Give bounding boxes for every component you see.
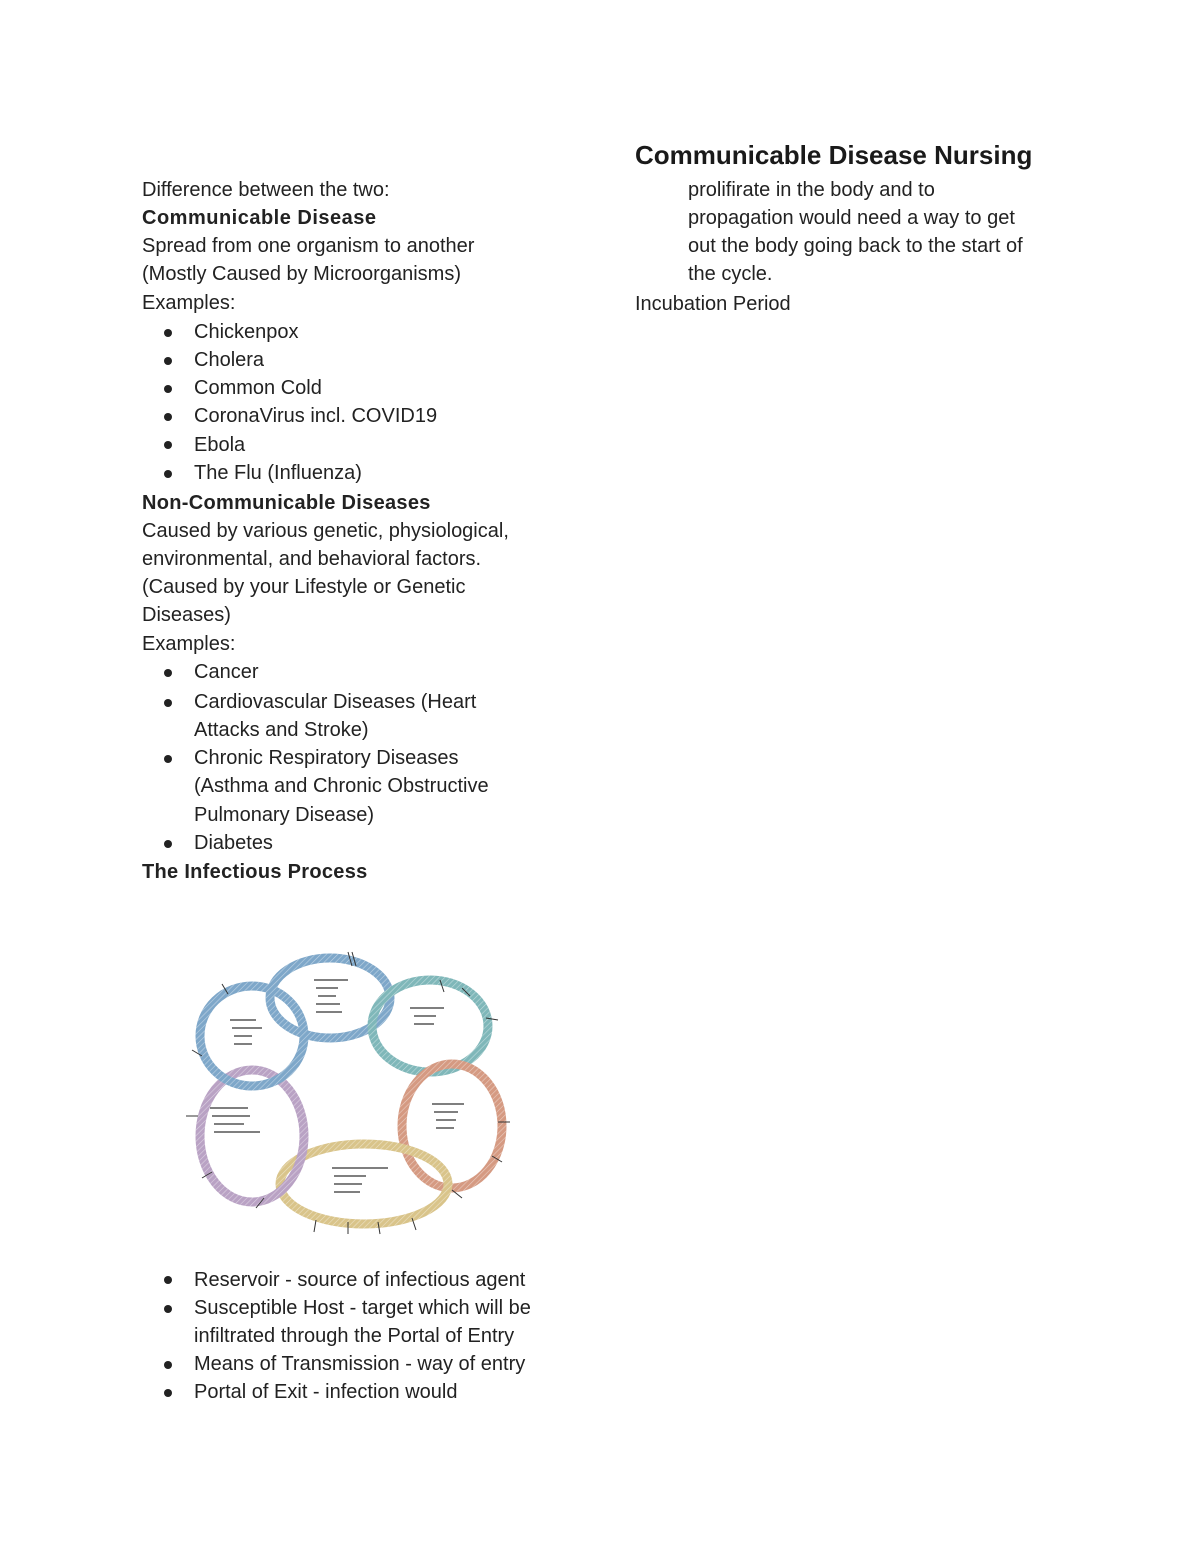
noncommunicable-desc-2: environmental, and behavioral factors. bbox=[142, 548, 482, 570]
continuation-line-1: prolifirate in the body and to bbox=[688, 179, 935, 201]
bullet-icon bbox=[164, 755, 172, 763]
communicable-desc-2: (Mostly Caused by Microorganisms) bbox=[142, 263, 461, 285]
bullet-icon bbox=[164, 385, 172, 393]
bullet-icon bbox=[164, 357, 172, 365]
chain-of-infection-diagram bbox=[152, 936, 560, 1258]
continuation-line-4: the cycle. bbox=[688, 263, 773, 285]
noncommunicable-examples-label: Examples: bbox=[142, 633, 236, 655]
continuation-line-3: out the body going back to the start of bbox=[688, 235, 1023, 257]
bullet-icon bbox=[164, 669, 172, 677]
bullet-icon bbox=[164, 441, 172, 449]
noncommunicable-desc-4: Diseases) bbox=[142, 604, 231, 626]
bullet-icon bbox=[164, 1305, 172, 1313]
bullet-icon bbox=[164, 1276, 172, 1284]
portal-of-exit-ring bbox=[402, 1064, 502, 1188]
infectious-process-heading: The Infectious Process bbox=[142, 861, 368, 883]
continuation-line-2: propagation would need a way to get bbox=[688, 207, 1015, 229]
noncommunicable-heading: Non-Communicable Diseases bbox=[142, 492, 431, 514]
bullet-icon bbox=[164, 1361, 172, 1369]
communicable-heading: Communicable Disease bbox=[142, 207, 377, 229]
reservoir-ring bbox=[372, 980, 488, 1072]
communicable-desc-1: Spread from one organism to another bbox=[142, 235, 475, 257]
noncommunicable-desc-1: Caused by various genetic, physiological, bbox=[142, 520, 509, 542]
bullet-icon bbox=[164, 470, 172, 478]
bullet-icon bbox=[164, 699, 172, 707]
noncommunicable-desc-3: (Caused by your Lifestyle or Genetic bbox=[142, 576, 466, 598]
bullet-icon bbox=[164, 1389, 172, 1397]
bullet-icon bbox=[164, 840, 172, 848]
bullet-icon bbox=[164, 413, 172, 421]
bullet-icon bbox=[164, 329, 172, 337]
communicable-examples-label: Examples: bbox=[142, 292, 236, 314]
incubation-period: Incubation Period bbox=[635, 293, 791, 315]
page-title: Communicable Disease Nursing bbox=[635, 140, 1033, 170]
intro-text: Difference between the two: bbox=[142, 179, 390, 201]
